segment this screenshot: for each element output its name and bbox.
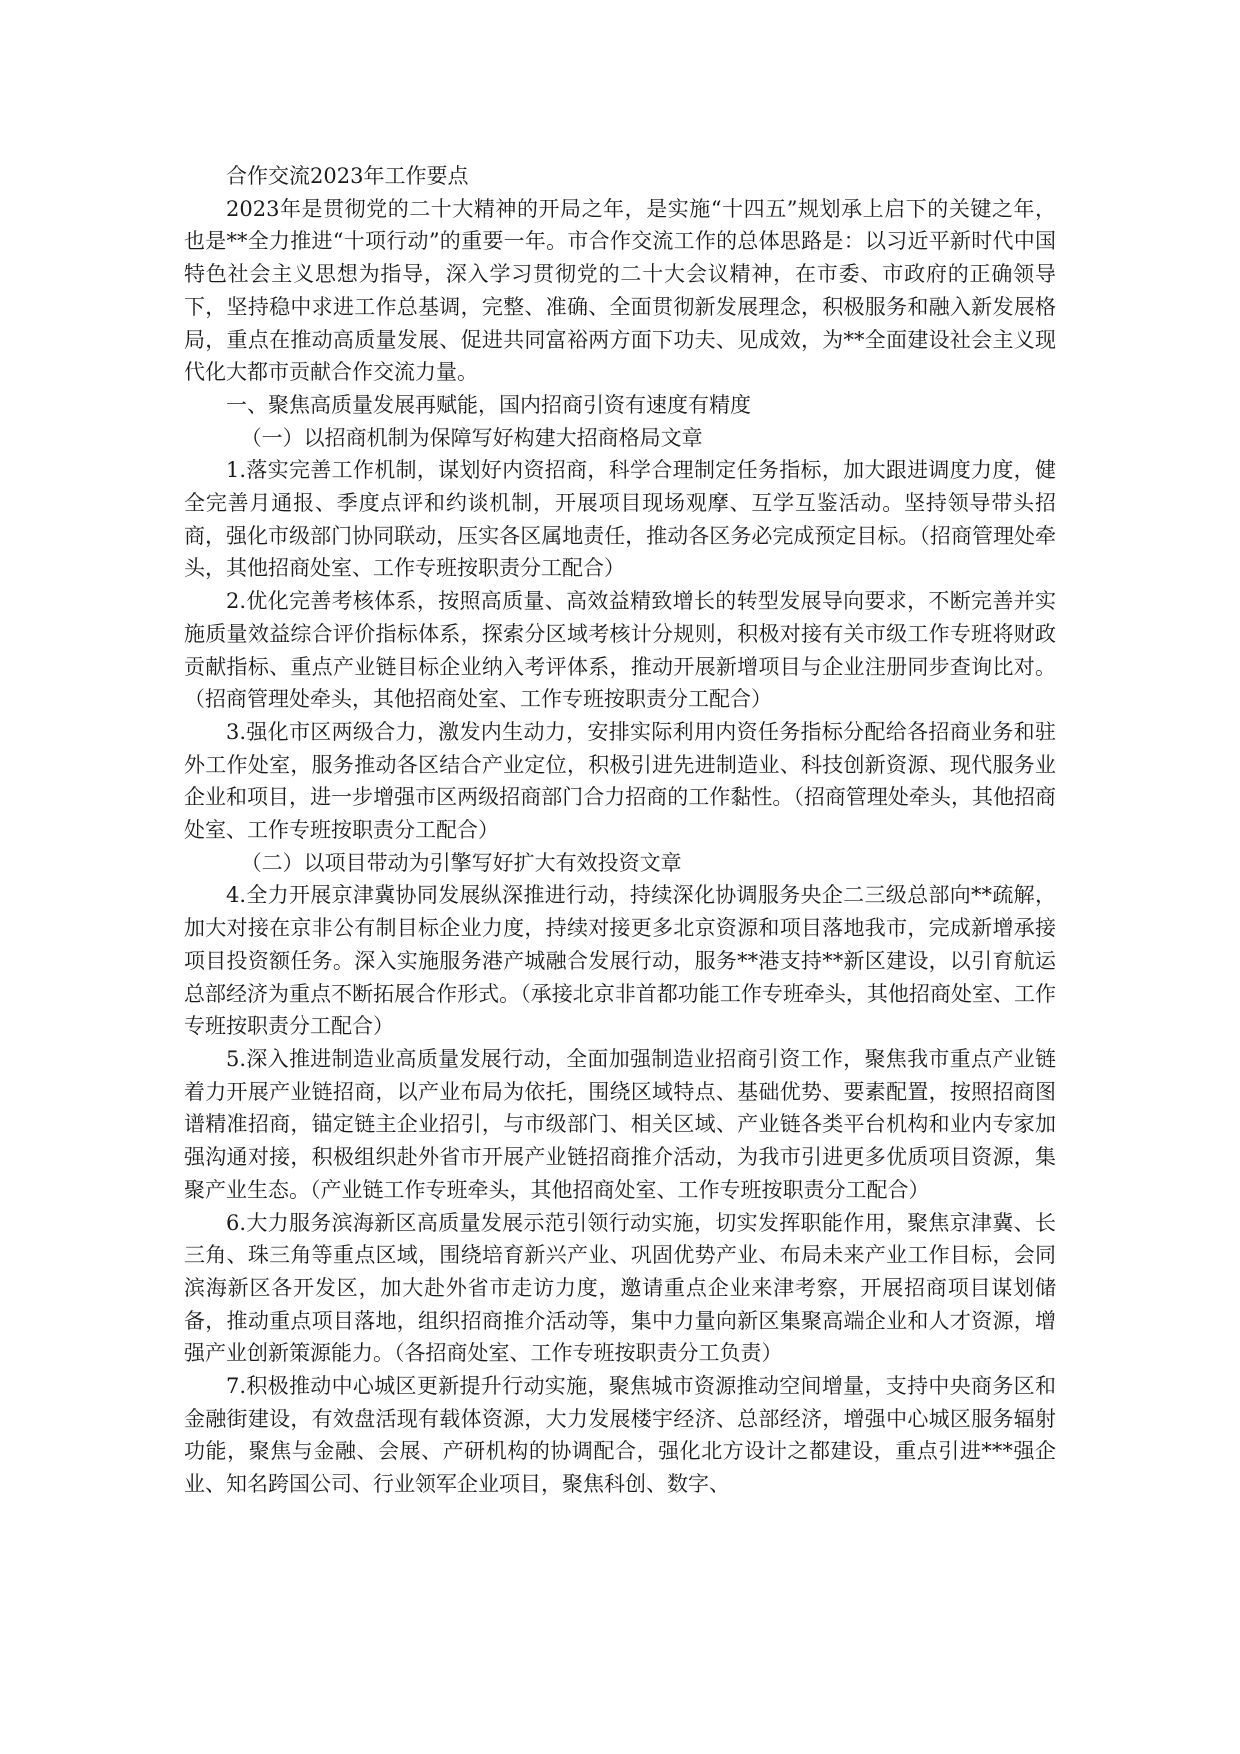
- intro-paragraph: 2023年是贯彻党的二十大精神的开局之年，是实施“十四五”规划承上启下的关键之年，也是**全力推进“十项行动”的重要一年。市合作交流工作的总体思路是：以习近平新时代中国特色社会主义思想为指导，深入学习贯彻党的二十大会议精神，在市委、市政府的正确领导下，坚持稳中求进工作总基调，完整、准确、全面贯彻新发展理念，积极服务和融入新发展格局，重点在推动高质量发展、促进共同富裕两方面下功夫、见成效，为**全面建设社会主义现代化大都市贡献合作交流力量。: [184, 196, 1056, 385]
- item-4-paragraph: 4.全力开展京津冀协同发展纵深推进行动，持续深化协调服务央企二三级总部向**疏解，加大对接在京非公有制目标企业力度，持续对接更多北京资源和项目落地我市，完成新增承接项目投资额任务。深入实施服务港产城融合发展行动，服务**港支持**新区建设，以引育航运总部经济为重点不断拓展合作形式。（承接北京非首都功能工作专班牵头，其他招商处室、工作专班按职责分工配合）: [184, 883, 1056, 1039]
- document-title: 合作交流2023年工作要点: [226, 164, 469, 188]
- item-2-paragraph: 2.优化完善考核体系，按照高质量、高效益精致增长的转型发展导向要求，不断完善并实施质量效益综合评价指标体系，探索分区域考核计分规则，积极对接有关市级工作专班将财政贡献指标、重点产业链目标企业纳入考评体系，推动开展新增项目与企业注册同步查询比对。（招商管理处牵头，其他招商处室、工作专班按职责分工配合）: [184, 589, 1056, 712]
- item-3-paragraph: 3.强化市区两级合力，激发内生动力，安排实际利用内资任务指标分配给各招商业务和驻外工作处室，服务推动各区结合产业定位，积极引进先进制造业、科技创新资源、现代服务业企业和项目，进一步增强市区两级招商部门合力招商的工作黏性。（招商管理处牵头，其他招商处室、工作专班按职责分工配合）: [184, 719, 1056, 843]
- subsection-2-heading: （二）以项目带动为引擎写好扩大有效投资文章: [240, 850, 682, 875]
- item-7-paragraph: 7.积极推动中心城区更新提升行动实施，聚焦城市资源推动空间增量，支持中央商务区和金融街建设，有效盘活现有载体资源，大力发展楼宇经济、总部经济，增强中心城区服务辐射功能，聚焦与金融、会展、产研机构的协调配合，强化北方设计之都建设，重点引进***强企业、知名跨国公司、行业领军企业项目，聚焦科创、数字、: [184, 1374, 1056, 1497]
- item-6-paragraph: 6.大力服务滨海新区高质量发展示范引领行动实施，切实发挥职能作用，聚焦京津冀、长三角、珠三角等重点区域，围绕培育新兴产业、巩固优势产业、布局未来产业工作目标，会同滨海新区各开发区，加大赴外省市走访力度，邀请重点企业来津考察，开展招商项目谋划储备，推动重点项目落地，组织招商推介活动等，集中力量向新区集聚高端企业和人才资源，增强产业创新策源能力。（各招商处室、工作专班按职责分工负责）: [184, 1210, 1056, 1366]
- item-1-paragraph: 1.落实完善工作机制，谋划好内资招商，科学合理制定任务指标，加大跟进调度力度，健全完善月通报、季度点评和约谈机制，开展项目现场观摩、互学互鉴活动。坚持领导带头招商，强化市级部门协同联动，压实各区属地责任，推动各区务必完成预定目标。（招商管理处牵头，其他招商处室、工作专班按职责分工配合）: [184, 458, 1056, 581]
- item-5-paragraph: 5.深入推进制造业高质量发展行动，全面加强制造业招商引资工作，聚焦我市重点产业链着力开展产业链招商，以产业布局为依托，围绕区域特点、基础优势、要素配置，按照招商图谱精准招商，锚定链主企业招引，与市级部门、相关区域、产业链各类平台机构和业内专家加强沟通对接，积极组织赴外省市开展产业链招商推介活动，为我市引进更多优质项目资源，集聚产业生态。（产业链工作专班牵头，其他招商处室、工作专班按职责分工配合）: [184, 1046, 1056, 1202]
- section-1-heading: 一、聚焦高质量发展再赋能，国内招商引资有速度有精度: [226, 392, 751, 417]
- subsection-1-heading: （一）以招商机制为保障写好构建大招商格局文章: [240, 425, 703, 450]
